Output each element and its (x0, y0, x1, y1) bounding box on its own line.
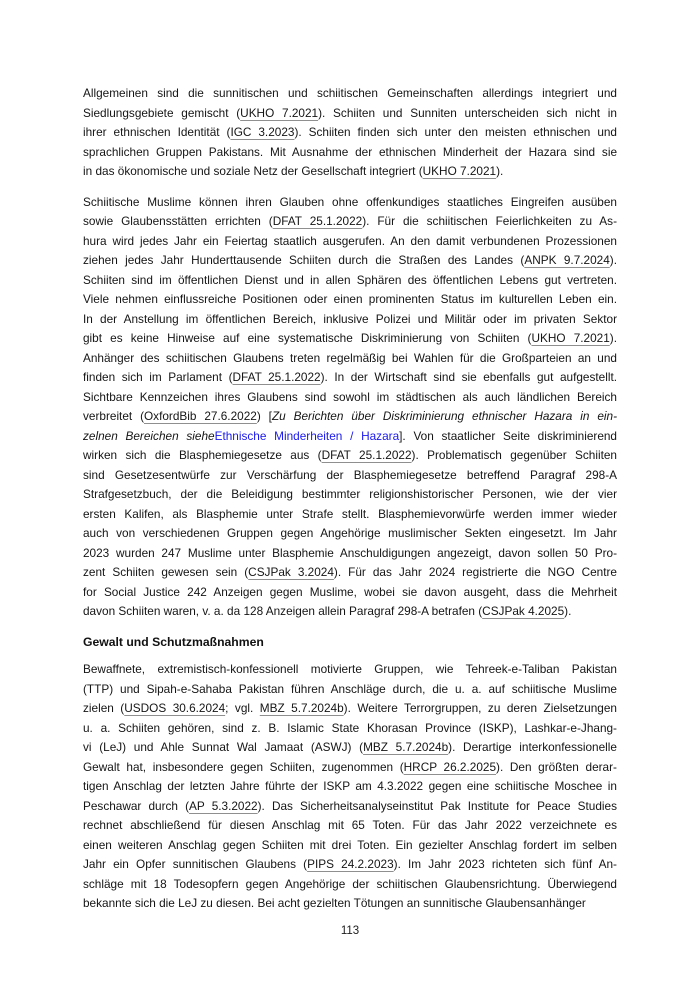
body-text: verbreitet ( (83, 409, 144, 423)
body-text: zent Schiiten gewesen sein ( (83, 565, 249, 579)
body-text: ). Für die schiitischen Feierlichkeiten zu As- (362, 214, 617, 228)
citation-link[interactable]: UKHO 7.2021 (422, 164, 497, 178)
body-text: 2023 wurden 247 Muslime unter Blasphemie Anschuldigungen angezeigt, davon sollen 50 Pro- (83, 545, 617, 560)
text-line (83, 232, 617, 252)
text-line (83, 388, 617, 408)
citation-link[interactable]: OxfordBib 27.6.2022 (144, 409, 257, 423)
text-line (83, 875, 617, 895)
paragraph-integration (83, 84, 617, 182)
citation-link[interactable]: AP 5.3.2022 (189, 798, 258, 813)
citation-link[interactable]: DFAT 25.1.2022 (232, 370, 321, 384)
text-line (83, 290, 617, 310)
body-text: bekannte sich die LeJ zu diesen. Bei acht gezielten Tötungen an sunnitische Glaubensanhänger (83, 896, 586, 910)
body-text: auch von verschiedenen Gruppen gegen Angehörige muslimischer Sekten eingesetzt. Im Jahr (83, 526, 617, 540)
paragraph-religionsausuebung (83, 193, 617, 622)
citation-link[interactable]: ANPK 9.7.2024 (524, 253, 610, 267)
body-text: ). Derartige interkonfessionelle (448, 740, 617, 754)
section-heading: Gewalt und Schutzmaßnahmen (83, 634, 264, 649)
text-line (83, 699, 617, 719)
text-line (83, 310, 617, 330)
citation-link[interactable]: DFAT 25.1.2022 (321, 448, 412, 462)
text-line (83, 368, 617, 388)
text-line (83, 251, 617, 271)
body-text: sind Gesetzesentwürfe zur Verschärfung der Blasphemiegesetze betreffend Paragraf 298-A (83, 467, 617, 482)
text-line (83, 544, 617, 564)
text-line (83, 602, 617, 622)
body-text: davon Schiiten waren, v. a. da 128 Anzeigen allein Paragraf 298-A betrafen ( (83, 604, 483, 618)
body-text: ). Für das Jahr 2024 registrierte die NGO Centre (333, 565, 617, 579)
text-line (83, 738, 617, 758)
body-text: Schiitische Muslime können ihren Glauben ohne offenkundiges staatliches Eingreifen ausüben (83, 194, 617, 209)
citation-link[interactable]: UKHO 7.2021 (531, 331, 610, 345)
body-text: ). Schiiten finden sich unter den meisten ethnischen und (294, 125, 617, 139)
cross-reference-link[interactable]: Ethnische Minderheiten / Hazara (214, 428, 400, 443)
body-text: Schiiten sind im öffentlichen Dienst und in allen Sphären des öffentlichen Lebens gut vertreten. (83, 272, 617, 287)
text-line (83, 583, 617, 603)
body-text: ). (609, 331, 617, 345)
body-text: ). (496, 164, 504, 178)
text-line (83, 660, 617, 680)
body-text: Sichtbare Kennzeichen ihres Glaubens sind sowohl im städtischen als auch ländlichen Bereich (83, 389, 617, 404)
text-line (83, 104, 617, 124)
body-text: ). Im Jahr 2023 richteten sich fünf An- (393, 857, 617, 871)
body-text: Peschawar durch ( (83, 798, 190, 813)
body-text: ersten Kalifen, als Blasphemie unter Strafe stellt. Blasphemievorwürfe werden immer wieder (83, 506, 617, 521)
text-line (83, 816, 617, 836)
body-text: Siedlungsgebiete gemischt ( (83, 105, 241, 120)
text-line (83, 680, 617, 700)
citation-link[interactable]: UKHO 7.2021 (240, 105, 319, 120)
body-text: Allgemeinen sind die sunnitischen und schiitischen Gemeinschaften allerdings integriert und (83, 86, 617, 100)
text-line (83, 485, 617, 505)
body-text: ). (609, 253, 617, 267)
text-line (83, 855, 617, 875)
body-text: ) [ (256, 409, 272, 423)
text-line (83, 894, 617, 914)
body-text: ). Weitere Terrorgruppen, zu deren Zielsetzungen (343, 701, 617, 715)
citation-link[interactable]: PIPS 24.2.2023 (307, 857, 394, 871)
text-line (83, 427, 617, 447)
text-line (83, 466, 617, 486)
body-text: Bewaffnete, extremistisch-konfessionell motivierte Gruppen, wie Tehreek-e-Taliban Pakistan (83, 662, 617, 676)
text-line (83, 84, 617, 104)
body-text: ). (564, 604, 572, 618)
text-line (83, 719, 617, 739)
body-text: finden sich im Parlament ( (83, 370, 233, 384)
citation-link[interactable]: USDOS 30.6.2024 (124, 701, 226, 715)
body-text: vi (LeJ) und Ahle Sunnat Wal Jamaat (ASWJ) ( (83, 740, 364, 754)
body-text: In der Anstellung im öffentlichen Bereich, inklusive Polizei und Militär oder im privaten Sektor (83, 311, 617, 326)
body-text: schläge mit 18 Todesopfern gegen Angehörige der schiitischen Glaubensrichtung. Überwiegend (83, 876, 617, 891)
text-line (83, 271, 617, 291)
note-italic-text: zelnen Bereichen siehe (83, 428, 215, 443)
body-text: ]. Von staatlicher Seite diskriminierend (399, 428, 617, 443)
body-text: (TTP) und Sipah-e-Sahaba Pakistan führen Anschläge durch, die u. a. auf schiitische Muslime (83, 681, 617, 696)
body-text: sowie Glaubensstätten errichten ( (83, 214, 273, 228)
body-text: in das ökonomische und soziale Netz der Gesellschaft integriert ( (83, 164, 423, 178)
citation-link[interactable]: MBZ 5.7.2024b (259, 701, 344, 715)
text-line (83, 143, 617, 163)
text-line (83, 777, 617, 797)
citation-link[interactable]: CSJPak 3.2024 (248, 565, 334, 579)
citation-link[interactable]: DFAT 25.1.2022 (272, 214, 363, 228)
text-line (83, 524, 617, 544)
document-body (83, 84, 617, 925)
body-text: ; vgl. (225, 701, 260, 715)
text-line (83, 162, 617, 182)
citation-link[interactable]: CSJPak 4.2025 (482, 604, 565, 618)
body-text: tigen Anschlag der letzten Jahre führte der ISKP am 4.3.2022 gegen eine schiitische Moschee in (83, 779, 617, 793)
text-line (83, 329, 617, 349)
body-text: ziehen jedes Jahr Hunderttausende Schiiten durch die Straßen des Landes ( (83, 253, 525, 267)
body-text: Viele nehmen einflussreiche Positionen oder einen prominenten Status im kulturellen Leben ein. (83, 292, 617, 306)
body-text: gibt es keine Hinweise auf eine systematische Diskriminierung von Schiiten ( (83, 331, 532, 345)
body-text: ). Problematisch gegenüber Schiiten (411, 448, 617, 462)
body-text: hura wird jedes Jahr ein Feiertag staatlich ausgerufen. An den damit verbundenen Prozessionen (83, 233, 617, 248)
body-text: Gewalt hat, insbesondere gegen Schiiten, zugenommen ( (83, 759, 404, 774)
paragraph-gewalt-und-schutz (83, 660, 617, 914)
body-text: u. a. Schiiten gehören, sind z. B. Islamic State Khorasan Province (ISKP), Lashkar-e-Jhang- (83, 720, 617, 735)
text-line (83, 505, 617, 525)
body-text: sprachlichen Gruppen Pakistans. Mit Ausnahme der ethnischen Minderheit der Hazara sind sie (83, 144, 617, 159)
body-text: ). Das Sicherheitsanalyseinstitut Pak Institute for Peace Studies (257, 798, 617, 813)
citation-link[interactable]: HRCP 26.2.2025 (403, 759, 497, 774)
body-text: zielen ( (83, 701, 125, 715)
citation-link[interactable]: MBZ 5.7.2024b (363, 740, 449, 754)
note-italic-text: Zu Berichten über Diskriminierung ethnischer Hazara in ein- (271, 409, 617, 423)
body-text: for Social Justice 242 Anzeigen gegen Muslime, wobei sie davon ausgeht, dass die Mehrheit (83, 584, 617, 599)
text-line (83, 193, 617, 213)
body-text: ). In der Wirtschaft sind sie ebenfalls gut aufgestellt. (320, 370, 617, 384)
body-text: ). Den größten derar- (496, 759, 617, 774)
body-text: ihrer ethnischen Identität ( (83, 125, 231, 139)
text-line (83, 212, 617, 232)
text-line (83, 446, 617, 466)
page-number: 113 (340, 925, 360, 937)
text-line (83, 123, 617, 143)
body-text: wirken sich die Blasphemiegesetze aus ( (83, 448, 322, 462)
text-line (83, 758, 617, 778)
body-text: Anhänger des schiitischen Glaubens treten regelmäßig bei Wahlen für die Großparteien an und (83, 350, 617, 365)
text-line (83, 797, 617, 817)
text-line (83, 349, 617, 369)
text-line (83, 563, 617, 583)
body-text: Jahr ein Opfer sunnitischen Glaubens ( (83, 857, 308, 871)
text-line (83, 836, 617, 856)
body-text: Strafgesetzbuch, der die Beleidigung bestimmter religionshistorischer Personen, wie der vier (83, 487, 617, 501)
body-text: einen weiteren Anschlag gegen Schiiten mit drei Toten. Ein gezielter Anschlag fordert im selben (83, 837, 617, 852)
body-text: rechnet abschließend für diesen Anschlag mit 65 Toten. Für das Jahr 2022 verzeichnete es (83, 818, 617, 832)
body-text: ). Schiiten und Sunniten unterscheiden sich nicht in (318, 105, 617, 120)
text-line (83, 407, 617, 427)
citation-link[interactable]: IGC 3.2023 (230, 125, 295, 139)
